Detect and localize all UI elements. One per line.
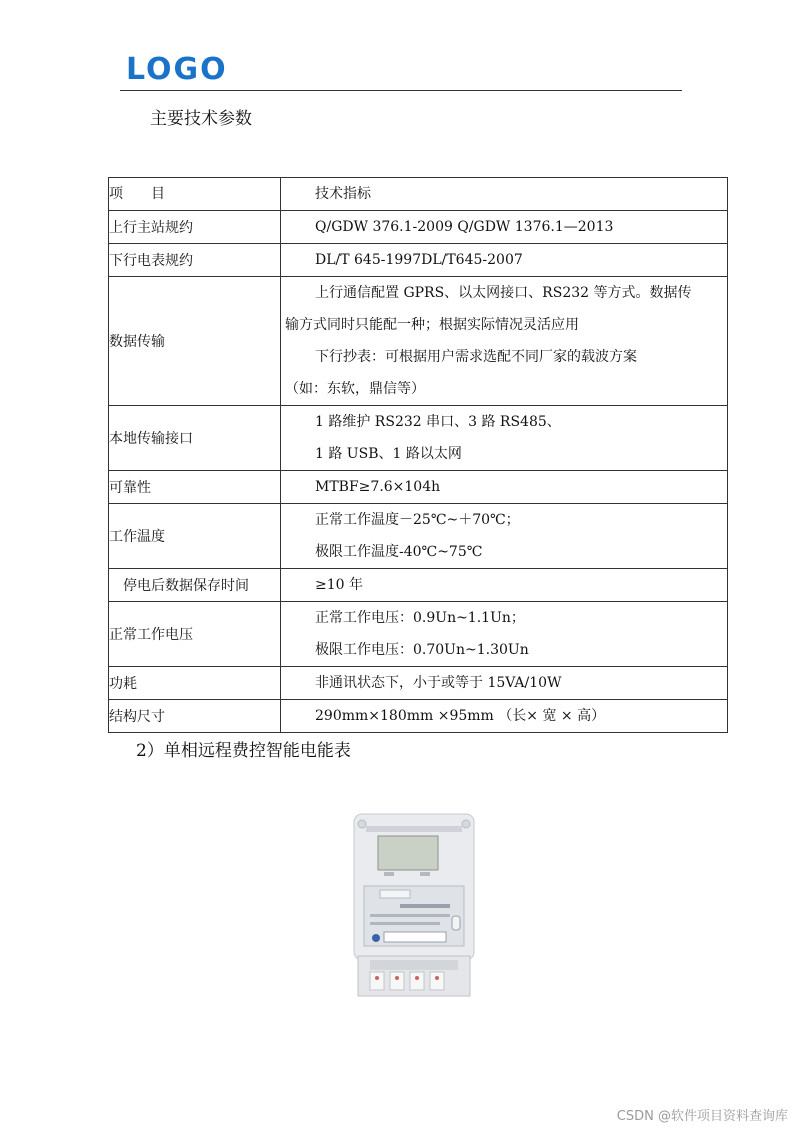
table-row xyxy=(109,277,728,406)
row-key: 本地传输接口 xyxy=(109,406,281,471)
row-value: 290mm×180mm ×95mm （长× 宽 × 高） xyxy=(281,700,728,733)
table-row xyxy=(109,211,728,244)
row-value: DL/T 645-1997DL/T645-2007 xyxy=(281,244,728,277)
table-row xyxy=(109,504,728,569)
row-value: 非通讯状态下，小于或等于 15VA/10W xyxy=(281,667,728,700)
table-row xyxy=(109,471,728,504)
table-row xyxy=(109,406,728,471)
header-divider xyxy=(120,90,682,91)
row-key: 下行电表规约 xyxy=(109,244,281,277)
row-value: MTBF≥7.6×104h xyxy=(281,471,728,504)
section-title: 主要技术参数 xyxy=(150,109,252,129)
table-row xyxy=(109,667,728,700)
row-key: 可靠性 xyxy=(109,471,281,504)
row-key: 数据传输 xyxy=(109,277,281,406)
row-value: 上行通信配置 GPRS、以太网接口、RS232 等方式。数据传 输方式同时只能配一种；根据实际情况灵活应用 下行抄表：可根据用户需求选配不同厂家的载波方案 （如：东软，鼎信等） xyxy=(281,277,728,406)
table-header-key: 项 目 xyxy=(109,178,281,211)
table-row xyxy=(109,602,728,667)
row-key: 功耗 xyxy=(109,667,281,700)
product-subheading: 2）单相远程费控智能电能表 xyxy=(136,741,351,761)
table-row xyxy=(109,700,728,733)
table-row xyxy=(109,569,728,602)
electric-meter-photo xyxy=(340,810,488,1000)
table-row xyxy=(109,244,728,277)
row-value: 正常工作电压：0.9Un~1.1Un； 极限工作电压：0.70Un~1.30Un xyxy=(281,602,728,667)
row-value: 正常工作温度－25℃~＋70℃； 极限工作温度-40℃~75℃ xyxy=(281,504,728,569)
table-header-value: 技术指标 xyxy=(281,178,728,211)
row-key: 正常工作电压 xyxy=(109,602,281,667)
row-key: 结构尺寸 xyxy=(109,700,281,733)
row-value: 1 路维护 RS232 串口、3 路 RS485、 1 路 USB、1 路以太网 xyxy=(281,406,728,471)
tech-params-table xyxy=(108,177,728,733)
row-key: 工作温度 xyxy=(109,504,281,569)
table-header-row xyxy=(109,178,728,211)
row-key: 上行主站规约 xyxy=(109,211,281,244)
watermark-text: CSDN @软件项目资料查询库 xyxy=(616,1109,788,1124)
row-value: ≥10 年 xyxy=(281,569,728,602)
logo: LOGO xyxy=(126,52,228,87)
row-key: 停电后数据保存时间 xyxy=(109,569,281,602)
row-value: Q/GDW 376.1-2009 Q/GDW 1376.1—2013 xyxy=(281,211,728,244)
